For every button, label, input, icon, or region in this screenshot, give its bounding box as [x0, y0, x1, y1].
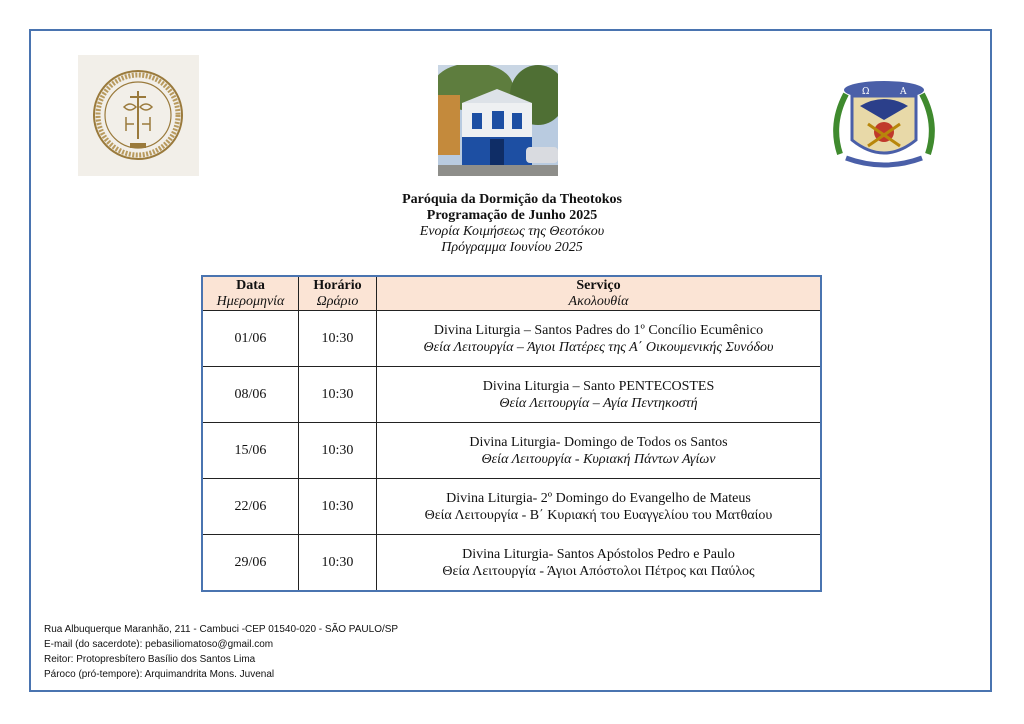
column-header-service: Serviço Ακολουθία — [377, 276, 822, 311]
title-pt: Paróquia da Dormição da Theotokos — [402, 192, 622, 207]
row-date: 01/06 — [202, 311, 299, 367]
rector-line: Reitor: Protopresbítero Basílio dos Santos Lima — [44, 654, 256, 665]
row-service: Divina Liturgia- Santos Apóstolos Pedro e Paulo Θεία Λειτουργία - Άγιοι Απόστολοι Πέτρος και Παύλος — [377, 535, 822, 592]
table-row — [202, 423, 821, 479]
row-time: 10:30 — [299, 367, 377, 423]
row-date: 22/06 — [202, 479, 299, 535]
column-header-time: Horário Ωράριο — [299, 276, 377, 311]
table-header-row — [202, 276, 821, 311]
row-service: Divina Liturgia – Santo PENTECOSTES Θεία Λειτουργία – Αγία Πεντηκοστή — [377, 367, 822, 423]
row-time: 10:30 — [299, 479, 377, 535]
row-time: 10:30 — [299, 535, 377, 592]
row-service: Divina Liturgia – Santos Padres do 1º Concílio Ecumênico Θεία Λειτουργία – Άγιοι Πατέρες της Α΄ Οικουμενικής Συνόδου — [377, 311, 822, 367]
row-date: 15/06 — [202, 423, 299, 479]
schedule-table — [201, 275, 822, 592]
alpha-letter: Α — [900, 87, 907, 97]
row-date: 08/06 — [202, 367, 299, 423]
table-row — [202, 311, 821, 367]
row-service: Divina Liturgia- Domingo de Todos os Santos Θεία Λειτουργία - Κυριακή Πάντων Αγίων — [377, 423, 822, 479]
omega-letter: Ω — [862, 87, 870, 97]
row-service: Divina Liturgia- 2º Domingo do Evangelho de Mateus Θεία Λειτουργία - Β΄ Κυριακή του Ευαγγελίου του Ματθαίου — [377, 479, 822, 535]
column-header-date: Data Ημερομηνία — [202, 276, 299, 311]
subtitle-gr: Πρόγραμμα Ιουνίου 2025 — [441, 240, 583, 255]
row-date: 29/06 — [202, 535, 299, 592]
subtitle-pt: Programação de Junho 2025 — [426, 208, 598, 223]
patriarchate-seal-logo — [78, 55, 199, 176]
contact-footer — [44, 622, 398, 682]
table-row — [202, 479, 821, 535]
address-line: Rua Albuquerque Maranhão, 211 - Cambuci -CEP 01540-020 - SÃO PAULO/SP — [44, 624, 399, 635]
document-header — [0, 192, 1024, 256]
parish-priest-line: Pároco (pró-tempore): Arquimandrita Mons. Juvenal — [44, 669, 275, 680]
title-gr: Ενορία Κοιμήσεως της Θεοτόκου — [419, 224, 605, 239]
church-photo — [438, 65, 558, 176]
table-row — [202, 367, 821, 423]
parish-emblem-logo — [826, 76, 942, 170]
email-line: E-mail (do sacerdote): pebasiliomatoso@gmail.com — [44, 639, 274, 650]
row-time: 10:30 — [299, 311, 377, 367]
row-time: 10:30 — [299, 423, 377, 479]
table-row — [202, 535, 821, 592]
